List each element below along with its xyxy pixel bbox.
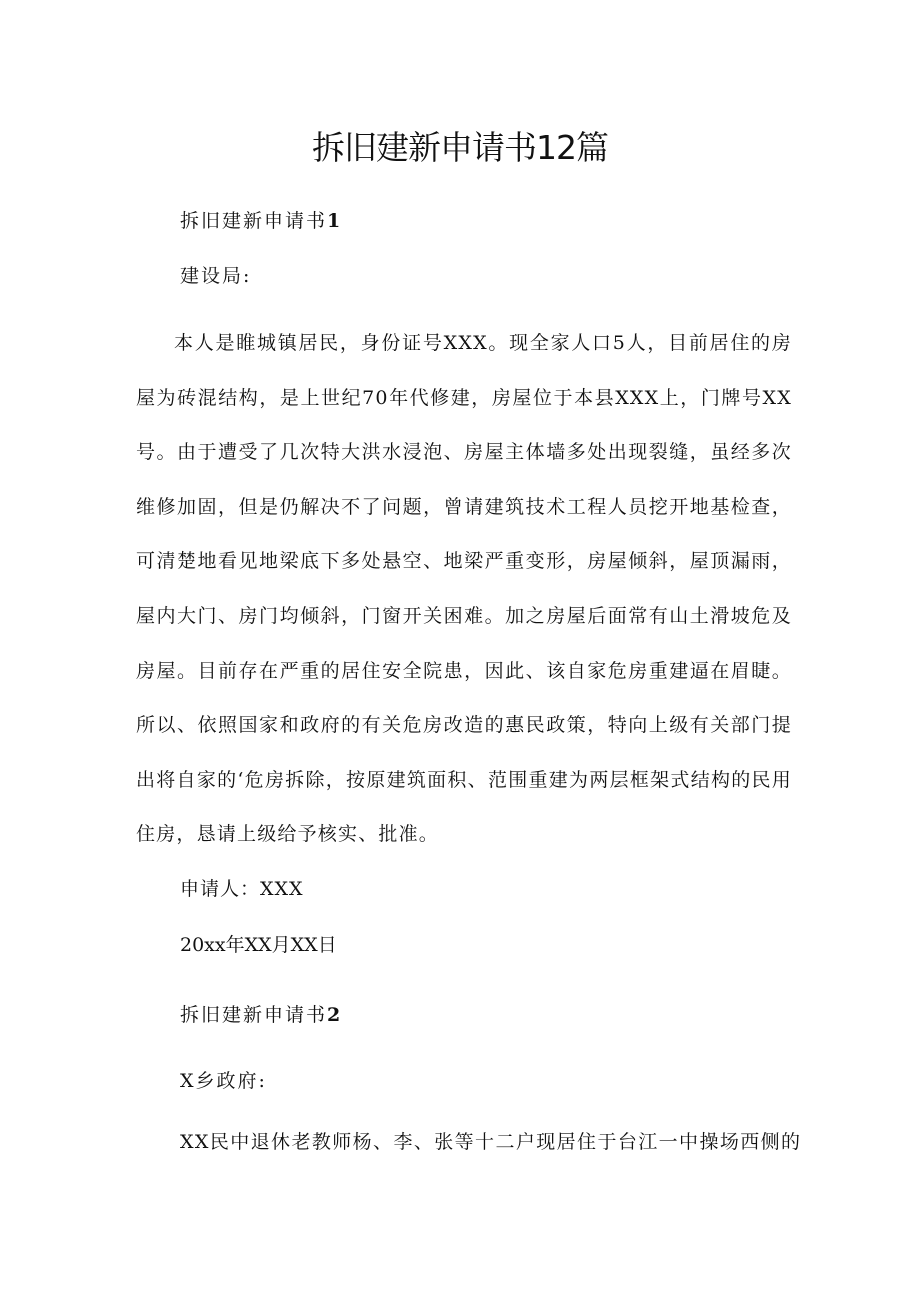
- section-1-heading-number: 1: [327, 210, 341, 232]
- section-2-heading-number: 2: [327, 1004, 341, 1026]
- section-1-applicant: 申请人：XXX: [180, 878, 304, 900]
- section-1-date: 20xx年XX月XX日: [180, 934, 337, 956]
- document-title: 拆旧建新申请书12篇: [312, 128, 608, 167]
- section-1-heading: [180, 206, 340, 236]
- section-1-heading-text: 拆旧建新申请书: [180, 210, 328, 232]
- section-2-heading: [180, 1000, 340, 1030]
- section-1-salutation: 建设局:: [180, 265, 252, 287]
- section-2-heading-text: 拆旧建新申请书: [180, 1004, 328, 1026]
- section-1-body: 本人是睢城镇居民，身份证号XXX。现全家人口5人，目前居住的房屋为砖混结构，是上世纪70年代修建，房屋位于本县XXX上，门牌号XX号。由于遭受了几次特大洪水浸泡、房屋主体墙多处出现裂缝，虽经多次维修加固，但是仍解决不了问题，曾请建筑技术工程人员挖开地基检查，可清楚地看见地梁底下多处悬空、地梁严重变形，房屋倾斜，屋顶漏雨，屋内大门、房门均倾斜，门窗开关困难。加之房屋后面常有山土滑坡危及房屋。目前存在严重的居住安全院患，因此、该自家危房重建逼在眉睫。所以、依照国家和政府的有关危房改造的惠民政策，特向上级有关部门提出将自家的‘危房拆除，按原建筑面积、范围重建为两层框架式结构的民用住房，恳请上级给予核实、批准。: [136, 332, 792, 846]
- section-2-salutation: X乡政府:: [180, 1070, 267, 1092]
- section-2-body-first-line: XX民中退休老教师杨、李、张等十二户现居住于台江一中操场西侧的: [180, 1131, 802, 1153]
